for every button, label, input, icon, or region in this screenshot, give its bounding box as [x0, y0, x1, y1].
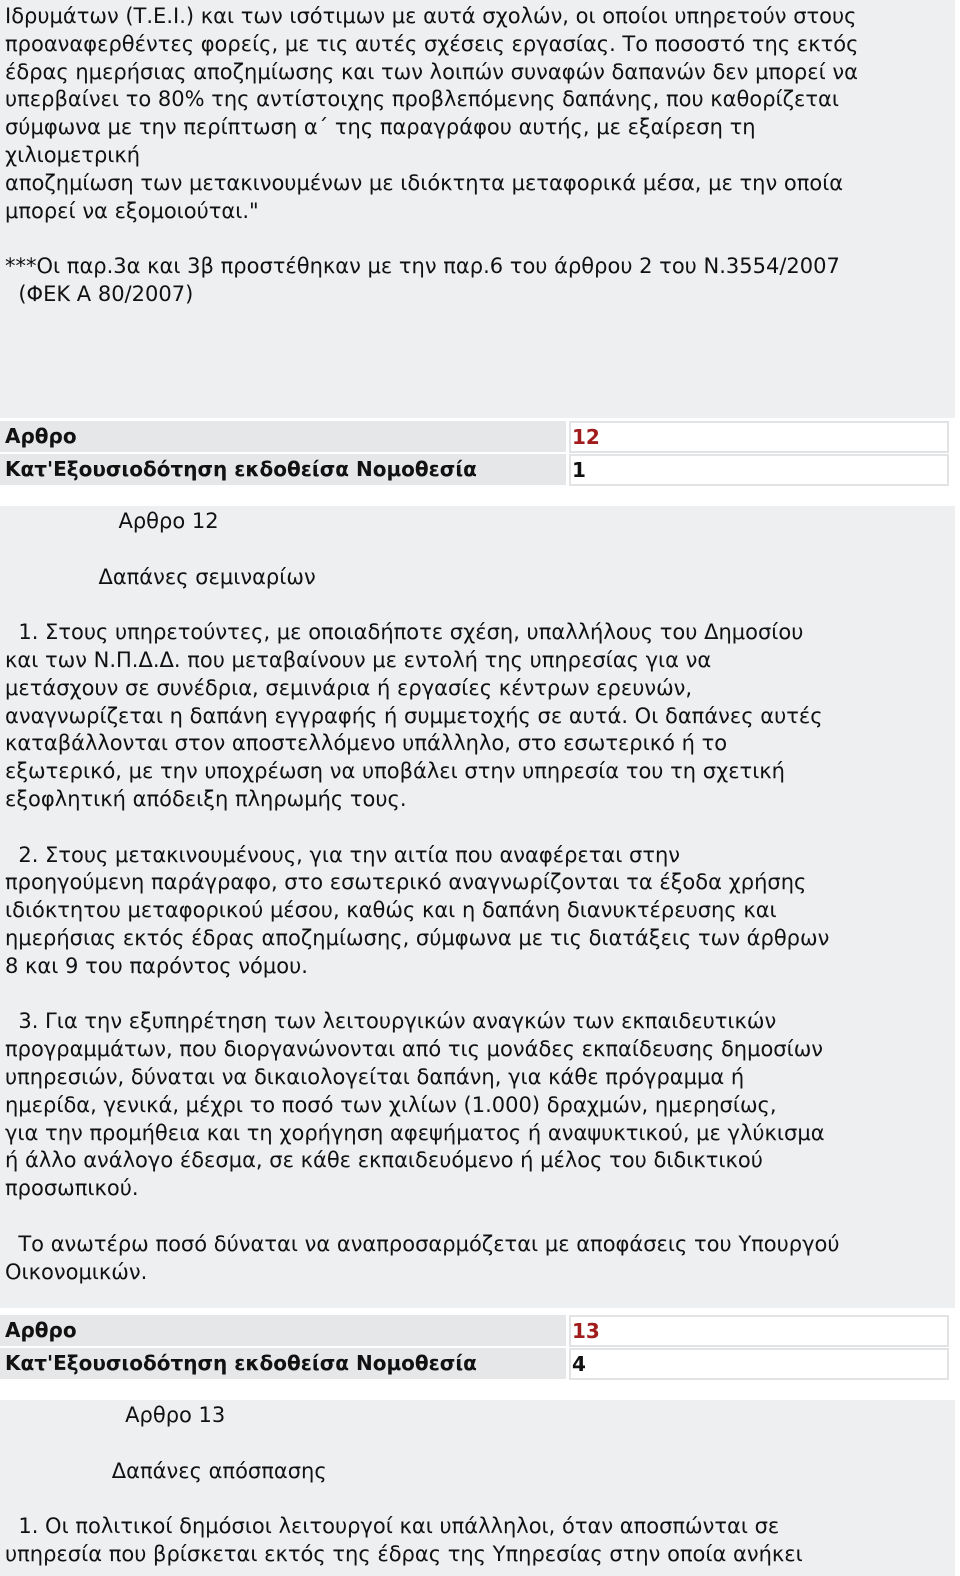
article-13-text: Αρθρο 13 Δαπάνες απόσπασης 1. Οι πολιτικοί δημόσιοι λειτουργοί και υπάλληλοι, όταν αποσπώνται σε υπηρεσία που βρίσκεται εκτός της έδρας της Υπηρεσίας στην οποία ανήκει [5, 1403, 803, 1566]
article-12-text: Αρθρο 12 Δαπάνες σεμιναρίων 1. Στους υπηρετούντες, με οποιαδήποτε σχέση, υπαλλήλους του Δημοσίου και των Ν.Π.Δ.Δ. που μεταβαίνουν με εντολή της υπηρεσίας για να μετάσχουν σε συνέδρια, σεμινάρια ή εργασίες κέντρων ερευνών, αναγνωρίζεται η δαπάνη εγγραφής ή συμμετοχής σε αυτά. Οι δαπάνες αυτές καταβάλλονται στον αποστελλόμενο υπάλληλο, στο εσωτερικό ή το εξωτερικό, με την υποχρέωση να υποβάλει στην υπηρεσία του τη σχετική εξοφλητική απόδειξη πληρωμής τους. 2. Στους μετακινουμένους, για την αιτία που αναφέρεται στην προηγούμενη παράγραφο, στο εσωτερικό αναγνωρίζονται τα έξοδα χρήσης ιδιόκτητου μεταφορικού μέσου, καθώς και η δαπάνη διανυκτέρευσης και ημερήσιας εκτός έδρας αποζημίωσης, σύμφωνα με τις διατάξεις των άρθρων 8 και 9 του παρόντος νόμου. 3. Για την εξυπηρέτηση των λειτουργικών αναγκών των εκπαιδευτικών προγραμμάτων, που διοργανώνονται από τις μονάδες εκπαίδευσης δημοσίων υπηρεσιών, δύναται να δικαιολογείται δαπάνη, για κάθε πρόγραμμα ή ημερίδα, γενικά, μέχρι το ποσό των χιλίων (1.000) δραχμών, ημερησίως, για την προμήθεια και τη χορήγηση αφεψήματος ή αναψυκτικού, με γλύκισμα ή άλλο ανάλογο έδεσμα, σε κάθε εκπαιδευόμενο ή μέλος του διδικτικού προσωπικού. Το ανωτέρω ποσό δύναται να αναπροσαρμόζεται με αποφάσεις του Υπουργού Οικονομικών. [5, 509, 840, 1284]
article-number-value: 12 [569, 421, 949, 453]
article-number-value: 13 [569, 1315, 949, 1347]
delegated-legislation-row [0, 1348, 948, 1379]
article-number-row [0, 1315, 948, 1346]
delegated-legislation-value: 1 [569, 454, 949, 486]
delegated-legislation-row [0, 454, 948, 485]
previous-article-text: Ιδρυμάτων (Τ.Ε.Ι.) και των ισότιμων με αυτά σχολών, οι οποίοι υπηρετούν στους προαναφερθέντες φορείς, με τις αυτές σχέσεις εργασίας. Το ποσοστό της εκτός έδρας ημερήσιας αποζημίωσης και των λοιπών συναφών δαπανών δεν μπορεί να υπερβαίνει το 80% της αντίστοιχης προβλεπόμενης δαπάνης, που καθορίζεται σύμφωνα με την περίπτωση α΄ της παραγράφου αυτής, με εξαίρεση τη χιλιομετρική αποζημίωση των μετακινουμένων με ιδιόκτητα μεταφορικά μέσα, με την οποία μπορεί να εξομοιούται." ***Οι παρ.3α και 3β προστέθηκαν με την παρ.6 του άρθρου 2 του Ν.3554/2007 (ΦΕΚ Α 80/2007) [5, 4, 859, 306]
delegated-legislation-label: Κατ'Εξουσιοδότηση εκδοθείσα Νομοθεσία [0, 1348, 566, 1379]
article-13-body [0, 1400, 955, 1576]
article-number-label: Αρθρο [0, 421, 566, 452]
previous-article-text-block [0, 0, 955, 418]
article-number-row [0, 421, 948, 452]
article-12-body [0, 506, 955, 1308]
delegated-legislation-value: 4 [569, 1348, 949, 1380]
article-number-label: Αρθρο [0, 1315, 566, 1346]
delegated-legislation-label: Κατ'Εξουσιοδότηση εκδοθείσα Νομοθεσία [0, 454, 566, 485]
